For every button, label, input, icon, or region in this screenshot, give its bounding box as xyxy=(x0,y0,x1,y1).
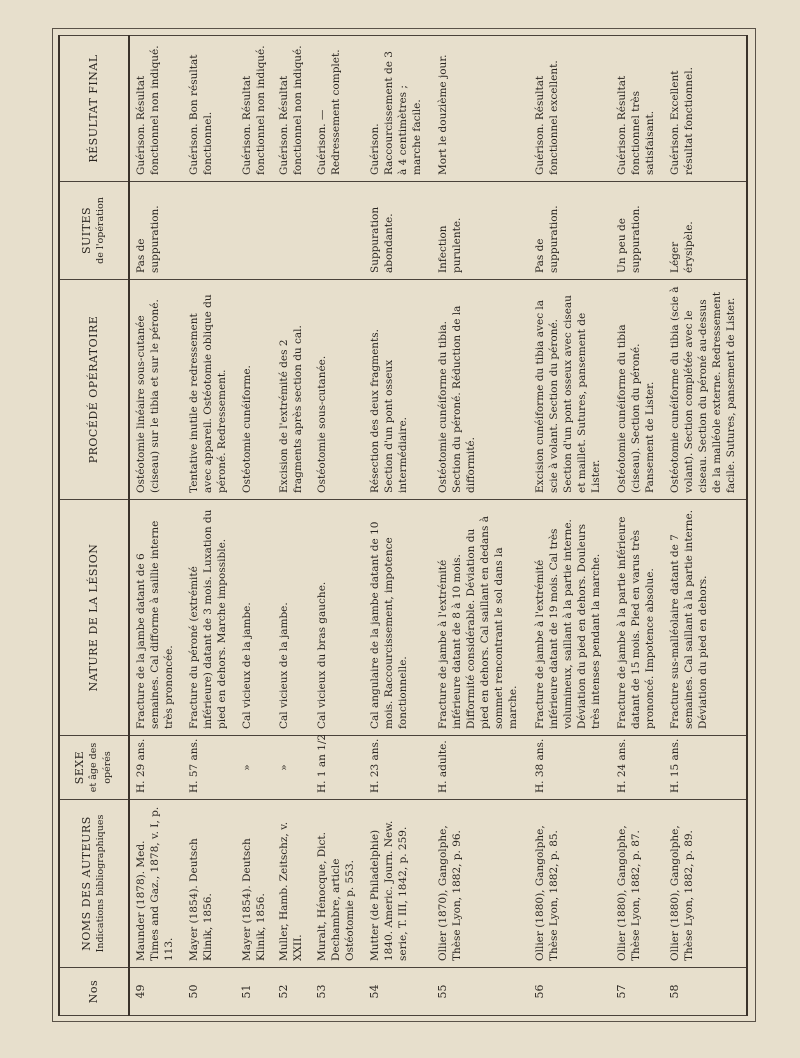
header-num: Nos xyxy=(59,968,129,1016)
case-authors: Mayer (1854). Deutsch Klinik, 1856. xyxy=(183,800,236,968)
case-number: 55 xyxy=(432,968,529,1016)
case-lesion: Cal vicieux du bras gauche. xyxy=(311,500,364,736)
case-lesion: Fracture de la jambe datant de 6 semaines. Cal difforme à saillie interne très prononcée. xyxy=(129,500,183,736)
case-age: H. 1 an 1/2 xyxy=(311,736,364,800)
header-suites: SUITES de l'opération xyxy=(59,182,129,280)
case-age: H. 23 ans. xyxy=(364,736,431,800)
case-procedure: Ostéotomie linéaire sous-cutanée (ciseau) sur le tibia et sur le péroné. xyxy=(129,280,183,500)
case-procedure: Ostéotomie sous-cutanée. xyxy=(311,280,364,500)
case-lesion: Fracture sus-malléolaire datant de 7 semaines. Cal saillant à la partie interne. Déviation du pied en dehors. xyxy=(664,500,747,736)
case-result: Guérison. Bon résultat fonctionnel. xyxy=(183,36,236,182)
case-table xyxy=(58,35,748,1016)
case-age: » xyxy=(236,736,274,800)
case-procedure: Ostéotomie cunéiforme du tibia. Section du péroné. Réduction de la difformité. xyxy=(432,280,529,500)
case-suites: Pas de suppuration. xyxy=(529,182,611,280)
case-procedure: Tentative inutile de redressement avec appareil. Ostéotomie oblique du péroné. Redressement. xyxy=(183,280,236,500)
case-suites xyxy=(273,182,311,280)
header-age: SEXE et âge des opérés xyxy=(59,736,129,800)
table-row xyxy=(311,36,364,1016)
case-suites xyxy=(236,182,274,280)
case-procedure: Ostéotomie cunéiforme du tibia (scie à volant). Section complétée avec le ciseau. Section du péroné au-dessus de la malléole externe. Redressement facile. Sutures, pansement de Lister. xyxy=(664,280,747,500)
case-authors: Ollier (1880), Gangolphe, Thèse Lyon, 1882, p. 87. xyxy=(611,800,664,968)
case-procedure: Excision de l'extrémité des 2 fragments après section du cal. xyxy=(273,280,311,500)
case-suites xyxy=(183,182,236,280)
case-authors: Mutter (de Philadelphie) 1840. Americ. Journ. New. serie, T. III, 1842, p. 259. xyxy=(364,800,431,968)
case-result: Guérison. Résultat fonctionnel excellent. xyxy=(529,36,611,182)
case-result: Mort le douzième jour. xyxy=(432,36,529,182)
case-suites: Léger érysipèle. xyxy=(664,182,747,280)
case-number: 49 xyxy=(129,968,183,1016)
case-age: H. 29 ans. xyxy=(129,736,183,800)
case-number: 56 xyxy=(529,968,611,1016)
case-result: Guérison. Résultat fonctionnel non indiqué. xyxy=(129,36,183,182)
case-result: Guérison. Excellent résultat fonctionnel. xyxy=(664,36,747,182)
case-procedure: Ostéotomie cunéiforme. xyxy=(236,280,274,500)
case-lesion: Fracture de jambe à la partie inférieure datant de 15 mois. Pied en varus très prononcé. Impotence absolue. xyxy=(611,500,664,736)
case-authors: Ollier (1870), Gangolphe, Thèse Lyon, 1882, p. 96. xyxy=(432,800,529,968)
case-lesion: Cal angulaire de la jambe datant de 10 mois. Raccourcissement, impotence fonctionnelle. xyxy=(364,500,431,736)
case-suites: Suppuration abondante. xyxy=(364,182,431,280)
case-lesion: Cal vicieux de la jambe. xyxy=(236,500,274,736)
case-lesion: Fracture de jambe à l'extrémité inférieure datant de 8 à 10 mois. Difformité considérable. Déviation du pied en dehors. Cal saillant en dedans à sommet rencontrant le sol dans la marche. xyxy=(432,500,529,736)
case-number: 54 xyxy=(364,968,431,1016)
table-row xyxy=(183,36,236,1016)
case-authors: Maunder (1878). Med. Times and Gaz., 1878, v. I, p. 113. xyxy=(129,800,183,968)
case-number: 57 xyxy=(611,968,664,1016)
case-result: Guérison. Résultat fonctionnel non indiqué. xyxy=(236,36,274,182)
case-procedure: Excision cunéiforme du tibia avec la scie à volant. Section du péroné. Section d'un pont osseux avec ciseau et maillet. Sutures, pansement de Lister. xyxy=(529,280,611,500)
case-procedure: Résection des deux fragments. Section d'un pont osseux intermédiaire. xyxy=(364,280,431,500)
table-row xyxy=(611,36,664,1016)
table-row xyxy=(273,36,311,1016)
case-result: Guérison. Résultat fonctionnel non indiqué. xyxy=(273,36,311,182)
case-age: » xyxy=(273,736,311,800)
case-age: H. 57 ans. xyxy=(183,736,236,800)
table-row xyxy=(236,36,274,1016)
case-authors: Muller, Hamb. Zeitschz, v. XXII. xyxy=(273,800,311,968)
table-row xyxy=(529,36,611,1016)
case-number: 53 xyxy=(311,968,364,1016)
case-result: Guérison. Raccourcissement de 3 à 4 centimètres ; marche facile. xyxy=(364,36,431,182)
case-suites: Pas de suppuration. xyxy=(129,182,183,280)
case-age: H. adulte. xyxy=(432,736,529,800)
case-authors: Muralt, Hénocque, Dict. Dechambre, article Ostéotomie p. 553. xyxy=(311,800,364,968)
header-row xyxy=(59,36,129,1016)
case-suites xyxy=(311,182,364,280)
case-authors: Ollier (1880), Gangolphe, Thèse Lyon, 1882, p. 89. xyxy=(664,800,747,968)
header-lesion: NATURE DE LA LÉSION xyxy=(59,500,129,736)
case-number: 58 xyxy=(664,968,747,1016)
case-authors: Mayer (1854). Deutsch Klinik, 1856. xyxy=(236,800,274,968)
case-number: 52 xyxy=(273,968,311,1016)
case-number: 50 xyxy=(183,968,236,1016)
case-age: H. 15 ans. xyxy=(664,736,747,800)
table-row xyxy=(129,36,183,1016)
case-authors: Ollier (1880), Gangolphe, Thèse Lyon, 1882, p. 85. xyxy=(529,800,611,968)
case-lesion: Fracture du péroné (extrémité inférieure) datant de 3 mois. Luxation du pied en dehors. Marche impossible. xyxy=(183,500,236,736)
table-row xyxy=(364,36,431,1016)
case-lesion: Cal vicieux de la jambe. xyxy=(273,500,311,736)
case-result: Guérison. — Redressement complet. xyxy=(311,36,364,182)
case-age: H. 24 ans. xyxy=(611,736,664,800)
header-procedure: PROCÉDÉ OPÉRATOIRE xyxy=(59,280,129,500)
case-age: H. 38 ans. xyxy=(529,736,611,800)
table-row xyxy=(664,36,747,1016)
case-lesion: Fracture de jambe à l'extrémité inférieure datant de 19 mois. Cal très volumineux, saillant à la partie interne. Déviation du pied en dehors. Douleurs très intenses pendant la marche. xyxy=(529,500,611,736)
case-suites: Un peu de suppuration. xyxy=(611,182,664,280)
header-result: RÉSULTAT FINAL xyxy=(59,36,129,182)
case-result: Guérison. Résultat fonctionnel très satisfaisant. xyxy=(611,36,664,182)
case-number: 51 xyxy=(236,968,274,1016)
case-suites: Infection purulente. xyxy=(432,182,529,280)
header-authors: NOMS DES AUTEURS Indications bibliographiques xyxy=(59,800,129,968)
table-row xyxy=(432,36,529,1016)
case-procedure: Ostéotomie cunéiforme du tibia (ciseau). Section du péroné. Pansement de Lister. xyxy=(611,280,664,500)
